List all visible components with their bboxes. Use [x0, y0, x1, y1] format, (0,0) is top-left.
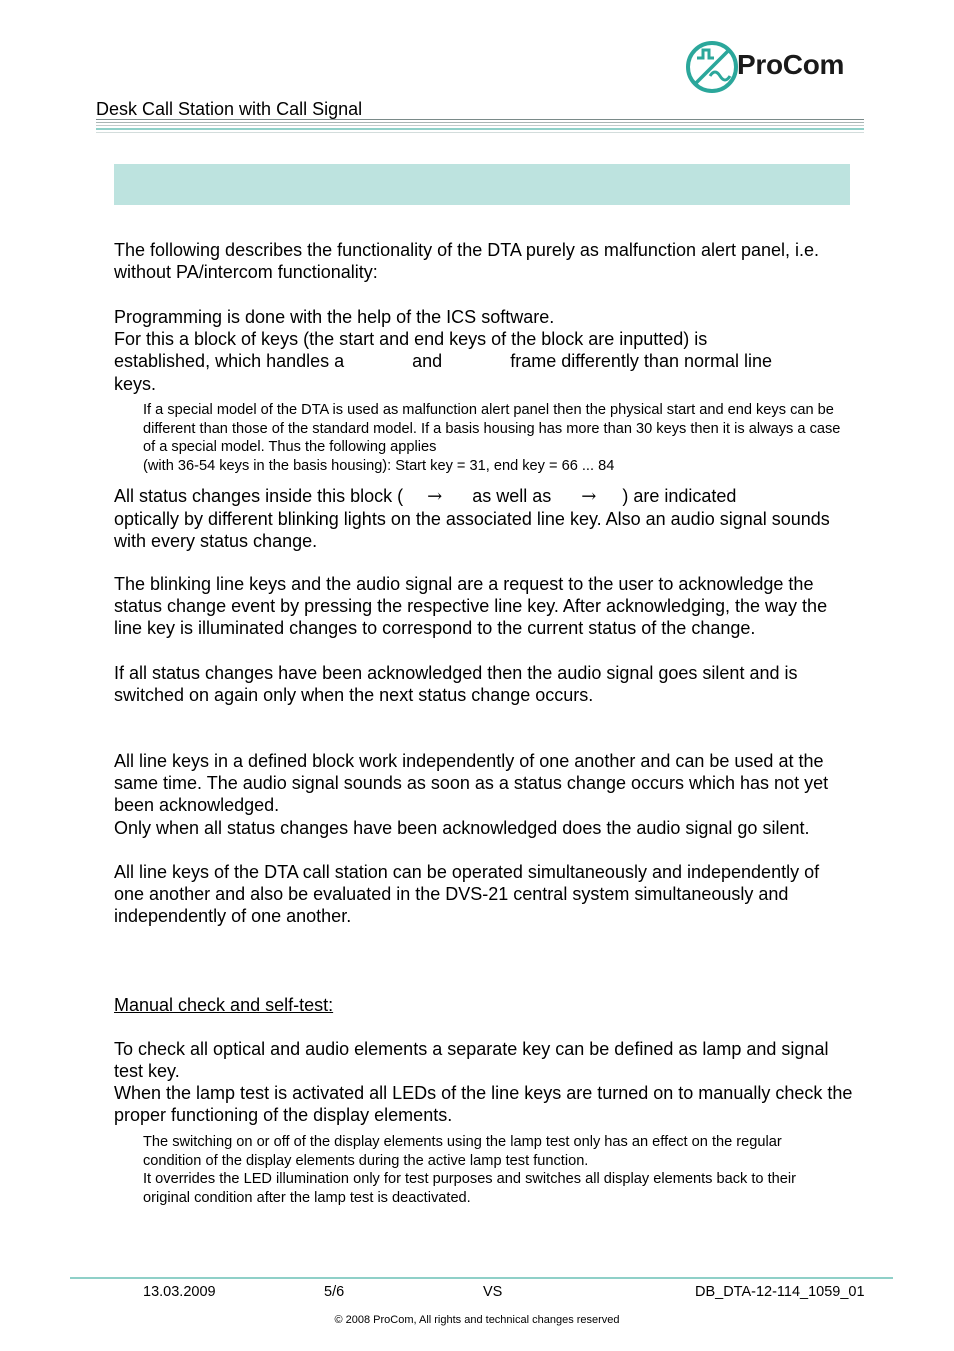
arrow-right-icon: →	[427, 486, 443, 507]
header-rule	[96, 122, 864, 123]
footer-copyright: © 2008 ProCom, All rights and technical changes reserved	[334, 1314, 620, 1326]
heading-manual-check: Manual check and self-test:	[114, 995, 334, 1015]
paragraph-acknowledge: The blinking line keys and the audio signal are a request to the user to acknowledge the status change event by pressing the respective line key. After acknowledging, the way the line key is illuminated changes to correspond to the current status of the change.	[114, 574, 828, 639]
note-text: It overrides the LED illumination only for test purposes and switches all display elements back to their original condition after the lamp test is deactivated.	[143, 1171, 796, 1206]
note-text: (with 36-54 keys in the basis housing): Start key = 31, end key = 66 ... 84	[143, 457, 615, 474]
footer-date: 13.03.2009	[143, 1284, 216, 1300]
header-rule	[96, 119, 864, 120]
note-lamp-test	[143, 1133, 843, 1207]
text-fragment: and	[412, 351, 443, 372]
text-fragment: ) are indicated	[622, 486, 737, 506]
text-fragment: established, which handles a	[114, 351, 345, 372]
document-title: Desk Call Station with Call Signal	[96, 99, 363, 119]
paragraph-independent: All line keys in a defined block work independently of one another and can be used at the same time. The audio signal sounds as soon as a status change occurs which has not yet been acknowledged.	[114, 751, 829, 816]
text-fragment: frame differently than normal line	[510, 351, 773, 372]
header-rule	[96, 125, 864, 126]
text-line	[114, 350, 854, 372]
note-special-model	[143, 401, 843, 475]
text-fragment: All status changes inside this block (	[114, 486, 404, 506]
paragraph-programming	[114, 306, 854, 395]
text-line: keys.	[114, 373, 157, 394]
paragraph-test-key: To check all optical and audio elements a separate key can be defined as lamp and signal test key.	[114, 1039, 829, 1082]
footer-rule	[70, 1277, 893, 1279]
text-line	[114, 485, 854, 508]
text-fragment: as well as	[472, 486, 552, 506]
logo-text: ProCom	[737, 49, 845, 80]
paragraph-all-acknowledged: Only when all status changes have been acknowledged does the audio signal go silent.	[114, 818, 810, 838]
paragraph-silent: If all status changes have been acknowledged then the audio signal goes silent and is switched on again only when the next status change occurs.	[114, 663, 798, 706]
text-line: Programming is done with the help of the ICS software.	[114, 307, 555, 327]
text-line: optically by different blinking lights on the associated line key. Also an audio signal sounds with every status change.	[114, 509, 830, 552]
header-rule	[96, 132, 864, 133]
arrow-right-icon: →	[581, 486, 597, 507]
footer-author: VS	[483, 1284, 503, 1300]
footer-document-id: DB_DTA-12-114_1059_01	[695, 1284, 865, 1300]
paragraph-simultaneous: All line keys of the DTA call station can be operated simultaneously and independently of one another and also be evaluated in the DVS-21 central system simultaneously and independently of one another.	[114, 862, 820, 927]
section-title-bar	[114, 164, 850, 205]
text-line: For this a block of keys (the start and end keys of the block are inputted) is	[114, 329, 708, 350]
paragraph-lamp-test: When the lamp test is activated all LEDs of the line keys are turned on to manually check the proper functioning of the display elements.	[114, 1083, 853, 1126]
note-text: If a special model of the DTA is used as malfunction alert panel then the physical start and end keys can be different than those of the standard model. If a basis housing has more than 30 keys then it is always a case of a special model. Thus the following applies	[143, 402, 841, 456]
footer-page-number: 5/6	[324, 1284, 345, 1300]
header-rule	[96, 128, 864, 130]
note-text: The switching on or off of the display elements using the lamp test only has an effect on the regular condition of the display elements during the active lamp test function.	[143, 1134, 782, 1169]
paragraph-intro: The following describes the functionality of the DTA purely as malfunction alert panel, i.e. without PA/intercom functionality:	[114, 240, 820, 283]
paragraph-status-changes	[114, 485, 854, 553]
